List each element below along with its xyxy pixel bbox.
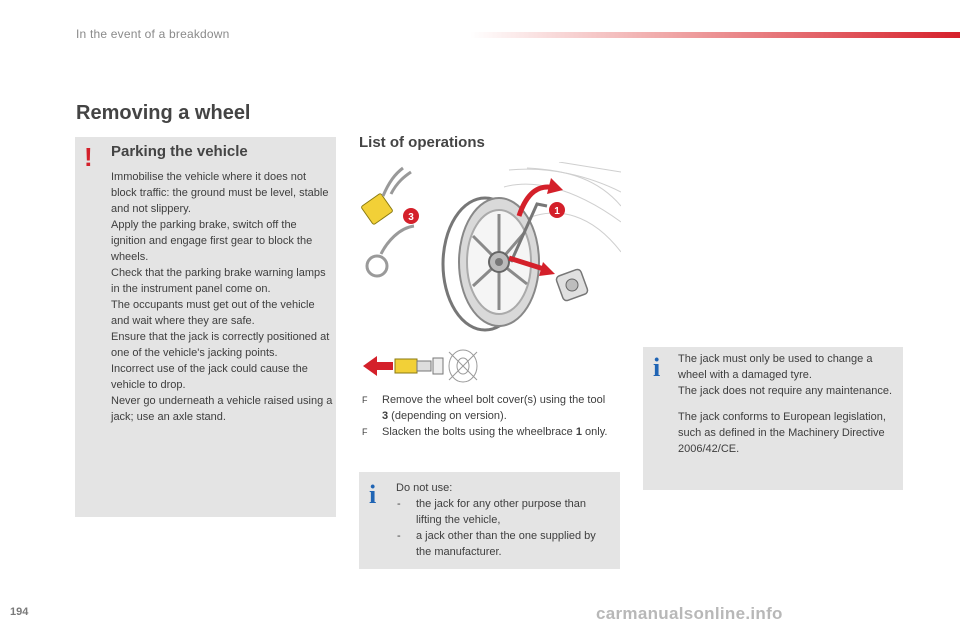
warning-exclamation-icon: ! — [84, 142, 93, 172]
step-bullet: F — [362, 395, 368, 405]
warning-paragraph: Check that the parking brake warning lamps in the instrument panel come on. — [111, 267, 326, 295]
page-title: Removing a wheel — [76, 102, 251, 124]
step-tool-number: 3 — [382, 410, 389, 422]
warning-paragraph: Ensure that the jack is correctly positioned at one of the vehicle's jacking points. — [111, 331, 330, 359]
list-item — [396, 496, 612, 528]
warning-box — [75, 137, 336, 517]
info-box-do-not-use — [359, 472, 620, 569]
header-gradient-bar — [470, 32, 960, 38]
list-dash: - — [397, 498, 401, 510]
step-text: only. — [581, 426, 608, 438]
label-3-text: 3 — [408, 212, 414, 223]
step-bullet: F — [362, 427, 368, 437]
info-paragraph: The jack must only be used to change a wheel with a damaged tyre. — [678, 353, 873, 381]
label-1-text: 1 — [554, 206, 560, 217]
warning-paragraph: Immobilise the vehicle where it does not block traffic: the ground must be level, stable and not slippery. — [111, 171, 329, 215]
list-dash: - — [397, 530, 401, 542]
step-remove-bolt-covers — [362, 392, 612, 424]
list-item-text: the jack for any other purpose than lifting the vehicle, — [416, 498, 586, 526]
step-text: (depending on version). — [388, 410, 507, 422]
step-text: Slacken the bolts using the wheelbrace — [382, 426, 576, 438]
info-box-jack — [643, 347, 903, 490]
list-item — [396, 528, 612, 560]
step-text: Remove the wheel bolt cover(s) using the tool — [382, 394, 606, 406]
info-text — [396, 480, 612, 560]
operations-heading: List of operations — [359, 134, 485, 151]
warning-paragraph: Apply the parking brake, switch off the ignition and engage first gear to block the wheels. — [111, 219, 313, 263]
step-slacken-bolts — [362, 424, 612, 440]
operation-steps — [362, 392, 612, 440]
warning-heading: Parking the vehicle — [111, 143, 248, 160]
step-tool-number: 1 — [575, 426, 582, 438]
bolt-cap-removal-illustration — [359, 346, 483, 386]
page-number: 194 — [10, 606, 29, 618]
wheel-removal-illustration — [359, 162, 621, 332]
label-3-marker — [403, 208, 419, 224]
info-paragraph: The jack does not require any maintenance. — [678, 385, 893, 397]
info-paragraph: The jack conforms to European legislation, such as defined in the Machinery Directive 2006/42/CE. — [678, 411, 886, 455]
warning-body — [111, 169, 333, 425]
list-item-text: a jack other than the one supplied by the manufacturer. — [416, 530, 596, 558]
info-icon: i — [369, 480, 377, 509]
watermark: carmanualsonline.info — [596, 604, 783, 623]
info-icon: i — [653, 353, 661, 382]
label-1-marker — [549, 202, 565, 218]
header-title: In the event of a breakdown — [76, 27, 230, 41]
info-text — [678, 351, 900, 457]
warning-paragraph: The occupants must get out of the vehicle and wait where they are safe. — [111, 299, 315, 327]
info-intro: Do not use: — [396, 482, 453, 494]
warning-paragraph: Never go underneath a vehicle raised using a jack; use an axle stand. — [111, 395, 333, 423]
warning-paragraph: Incorrect use of the jack could cause the vehicle to drop. — [111, 363, 308, 391]
